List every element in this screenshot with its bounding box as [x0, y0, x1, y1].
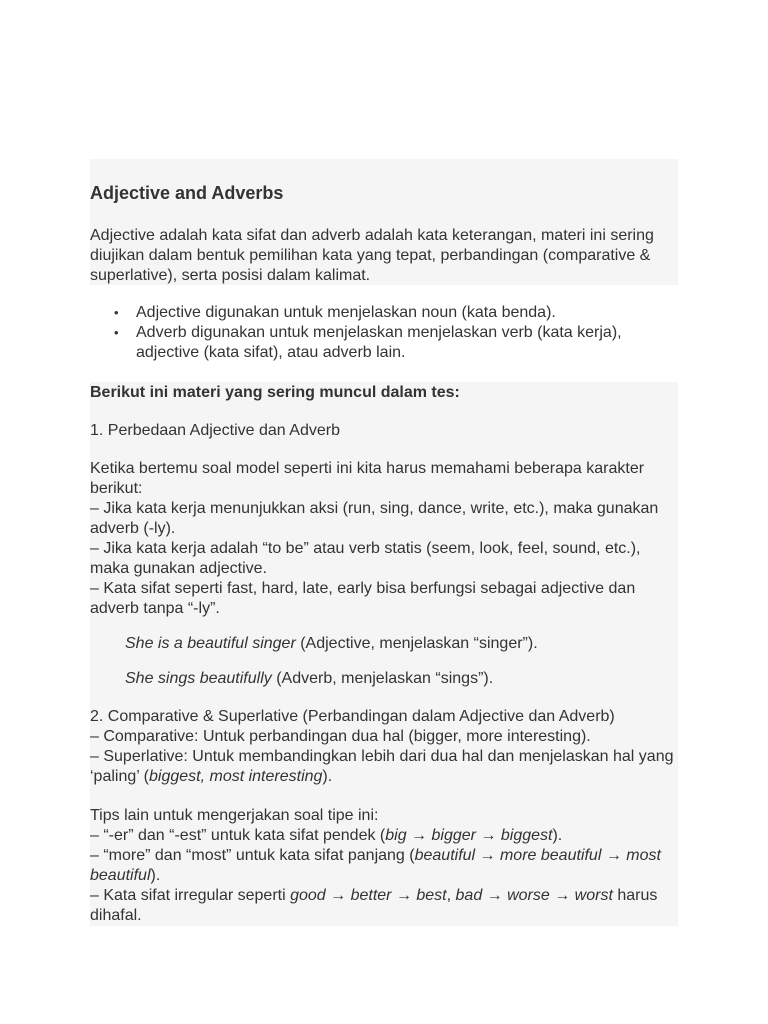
section1-line: – Jika kata kerja adalah “to be” atau verb statis (seem, look, feel, sound, etc.), maka gunakan adjective.: [90, 540, 641, 577]
list-item-text: Adverb digunakan untuk menjelaskan menjelaskan verb (kata kerja), adjective (kata sifat), atau adverb lain.: [136, 324, 622, 361]
tips-body: [90, 806, 678, 926]
section1-line: – Jika kata kerja menunjukkan aksi (run, sing, dance, write, etc.), maka gunakan adverb (-ly).: [90, 500, 659, 537]
example-adverb: She sings beautifully (Adverb, menjelaskan “sings”).: [125, 670, 494, 687]
list-item: [90, 303, 678, 323]
section1-line: – Kata sifat seperti fast, hard, late, early bisa berfungsi sebagai adjective dan adverb tanpa “-ly”.: [90, 580, 636, 617]
tip-line: – Kata sifat irregular seperti good → better → best, bad → worse → worst harus dihafal.: [90, 887, 658, 924]
section1-title: 1. Perbedaan Adjective dan Adverb: [90, 422, 340, 439]
example-adjective: She is a beautiful singer (Adjective, menjelaskan “singer”).: [125, 635, 538, 652]
section2-body: [90, 707, 678, 787]
section1-line: Ketika bertemu soal model seperti ini kita harus memahami beberapa karakter berikut:: [90, 460, 645, 497]
comparative-line: – Comparative: Untuk perbandingan dua hal (bigger, more interesting).: [90, 728, 591, 745]
intro-paragraph: Adjective adalah kata sifat dan adverb adalah kata keterangan, materi ini sering diujikan dalam bentuk pemilihan kata yang tepat, perbandingan (comparative & superlative), serta posisi dalam kalimat.: [90, 227, 654, 284]
section2-title: 2. Comparative & Superlative (Perbandingan dalam Adjective dan Adverb): [90, 708, 615, 725]
tip-line: – “-er” dan “-est” untuk kata sifat pendek (big → bigger → biggest).: [90, 827, 563, 844]
section1-body: [90, 459, 678, 619]
tips-title: Tips lain untuk mengerjakan soal tipe ini:: [90, 807, 379, 824]
definition-list: [90, 303, 678, 363]
list-item: [90, 323, 678, 363]
list-item-text: Adjective digunakan untuk menjelaskan noun (kata benda).: [136, 304, 556, 321]
superlative-line: – Superlative: Untuk membandingkan lebih dari dua hal dan menjelaskan hal yang ‘paling’ (biggest, most interesting).: [90, 748, 674, 785]
article-title: Adjective and Adverbs: [90, 183, 284, 203]
materi-heading: Berikut ini materi yang sering muncul dalam tes:: [90, 384, 460, 401]
tip-line: – “more” dan “most” untuk kata sifat panjang (beautiful → more beautiful → most beautiful).: [90, 847, 661, 884]
